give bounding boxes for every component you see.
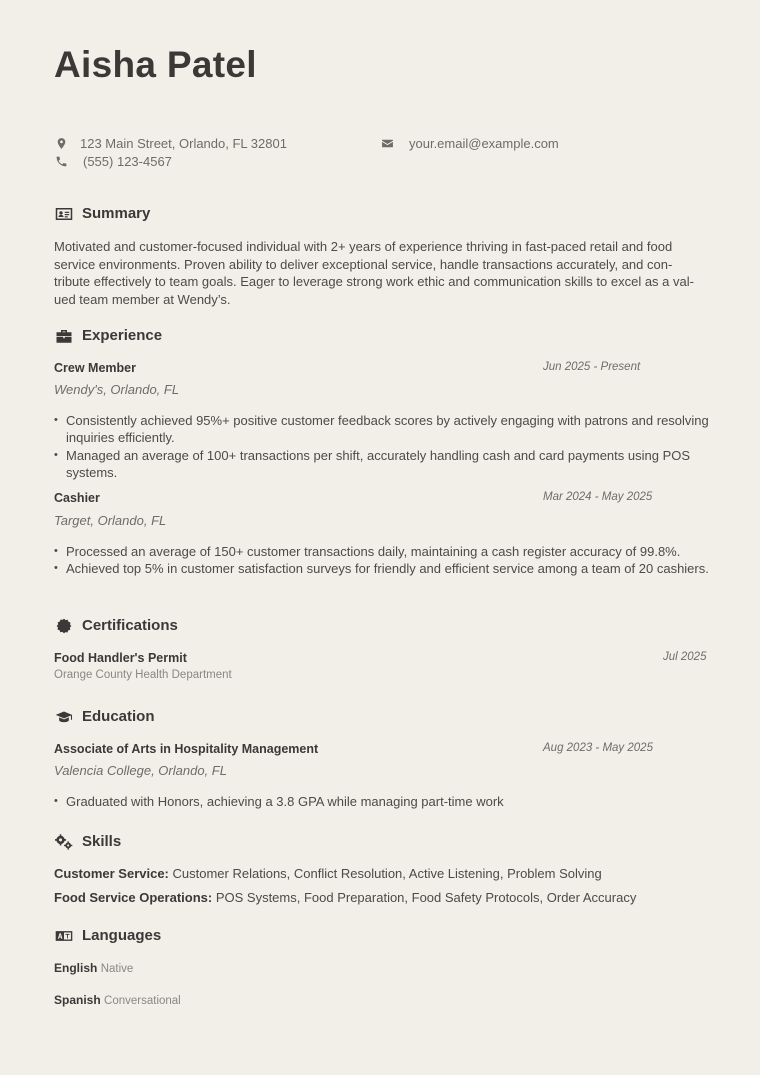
job-bullets xyxy=(54,412,714,481)
contact-email xyxy=(380,136,559,151)
address-text: 123 Main Street, Orlando, FL 32801 xyxy=(80,136,287,151)
job-title: Crew Member xyxy=(54,361,136,375)
envelope-icon xyxy=(380,137,394,151)
language-item xyxy=(54,993,181,1007)
job-employer: Target, Orlando, FL xyxy=(54,513,167,528)
cert-title: Food Handler's Permit xyxy=(54,651,187,665)
education-title: Education xyxy=(82,708,155,725)
skills-heading xyxy=(54,833,121,850)
language-level: Conversational xyxy=(104,995,181,1007)
email-text[interactable]: your.email@example.com xyxy=(409,136,559,151)
skill-group xyxy=(54,866,602,881)
cert-date: Jul 2025 xyxy=(663,651,707,663)
job-dates: Jun 2025 - Present xyxy=(543,361,641,373)
summary-heading xyxy=(54,205,150,222)
list-item: • Managed an average of 100+ transactions per shift, accurately handling cash and card payments using POS systems. xyxy=(54,447,714,482)
skill-group-items: POS Systems, Food Preparation, Food Safety Protocols, Order Accuracy xyxy=(215,890,637,905)
id-card-icon xyxy=(54,206,73,222)
languages-title: Languages xyxy=(82,927,162,944)
degree-title: Associate of Arts in Hospitality Management xyxy=(54,742,319,756)
school-name: Valencia College, Orlando, FL xyxy=(54,763,227,778)
list-item: • Graduated with Honors, achieving a 3.8 GPA while managing part-time work xyxy=(54,793,714,810)
language-name: English xyxy=(54,961,98,975)
job-employer: Wendy's, Orlando, FL xyxy=(54,382,180,397)
list-item: • Processed an average of 150+ customer transactions daily, maintaining a cash register accuracy of 99.8%. xyxy=(54,543,714,560)
skill-group-label: Food Service Operations: xyxy=(54,890,213,905)
briefcase-icon xyxy=(54,328,73,344)
phone-icon xyxy=(54,155,68,169)
contact-phone xyxy=(54,154,172,169)
language-icon xyxy=(54,928,73,944)
experience-title: Experience xyxy=(82,327,163,344)
summary-title: Summary xyxy=(82,205,151,222)
education-bullets xyxy=(54,793,714,810)
certifications-heading xyxy=(54,617,178,634)
languages-heading xyxy=(54,927,161,944)
skills-title: Skills xyxy=(82,833,122,850)
skill-group xyxy=(54,890,636,905)
certifications-title: Certifications xyxy=(82,617,178,634)
list-item: • Consistently achieved 95%+ positive customer feedback scores by actively engaging with patrons and resolving inquiries efficiently. xyxy=(54,412,714,447)
skill-group-label: Customer Service: xyxy=(54,866,169,881)
job-dates: Mar 2024 - May 2025 xyxy=(543,491,653,503)
graduation-cap-icon xyxy=(54,709,73,725)
gears-icon xyxy=(54,834,73,850)
experience-heading xyxy=(54,327,162,344)
summary-text: Motivated and customer-focused individual with 2+ years of experience thriving in fast-paced retail and food service environments. Proven ability to deliver exceptional service, handle transactions accurately, and con-tribute effectively to team goals. Eager to leverage strong work ethic and communication skills to excel as a val-ued team member at Wendy’s. xyxy=(54,239,694,307)
phone-text: (555) 123-4567 xyxy=(83,154,172,169)
education-heading xyxy=(54,708,155,725)
language-item xyxy=(54,961,133,975)
skill-group-items: Customer Relations, Conflict Resolution, Active Listening, Problem Solving xyxy=(172,866,602,881)
contact-address xyxy=(54,136,287,151)
education-dates: Aug 2023 - May 2025 xyxy=(543,742,653,754)
map-pin-icon xyxy=(54,137,68,151)
list-item: • Achieved top 5% in customer satisfaction surveys for friendly and efficient service among a team of 20 cashiers. xyxy=(54,560,714,577)
cert-issuer: Orange County Health Department xyxy=(54,669,232,681)
job-title: Cashier xyxy=(54,491,100,505)
language-level: Native xyxy=(100,963,134,975)
job-bullets xyxy=(54,543,714,578)
badge-icon xyxy=(54,618,73,634)
candidate-name: Aisha Patel xyxy=(54,44,257,85)
language-name: Spanish xyxy=(54,993,101,1007)
